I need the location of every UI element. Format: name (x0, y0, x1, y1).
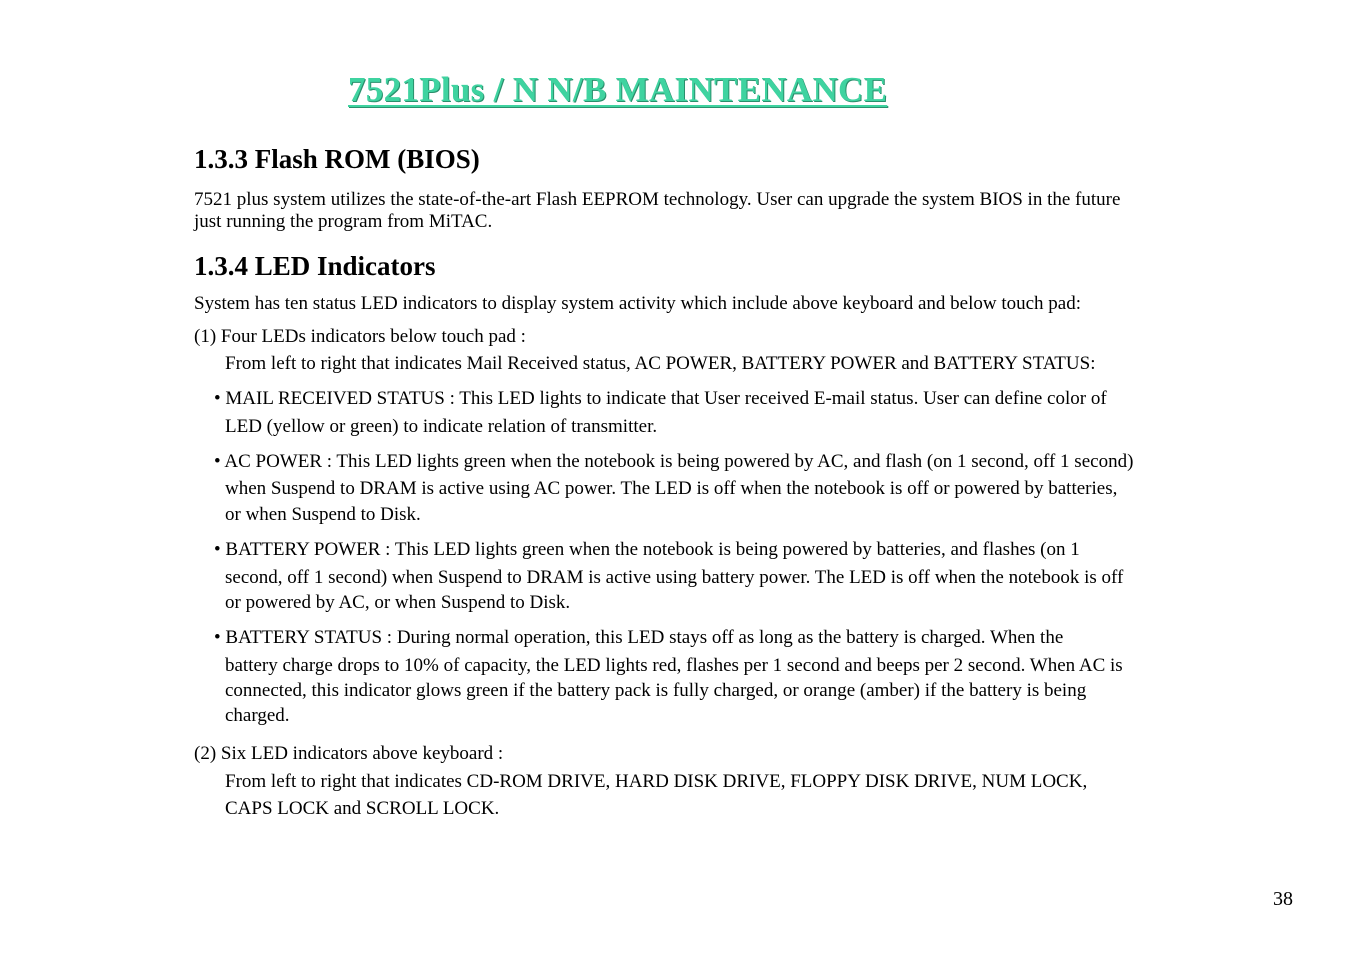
page-number: 38 (1273, 888, 1293, 910)
bullet-line: • BATTERY STATUS : During normal operation, this LED stays off as long as the battery is charged. When the (214, 627, 1064, 648)
bullet-line: battery charge drops to 10% of capacity, the LED lights red, flashes per 1 second and beeps per 2 second. When AC is (225, 655, 1123, 676)
flash-rom-text-line: 7521 plus system utilizes the state-of-the-art Flash EEPROM technology. User can upgrade the system BIOS in the future (194, 189, 1121, 210)
bullet-line: LED (yellow or green) to indicate relation of transmitter. (225, 416, 658, 437)
section-heading-led-indicators: 1.3.4 LED Indicators (194, 251, 436, 281)
bullet-line: or powered by AC, or when Suspend to Disk. (225, 592, 571, 613)
group1-description: From left to right that indicates Mail Received status, AC POWER, BATTERY POWER and BATTERY STATUS: (225, 353, 1096, 374)
bullet-line: • AC POWER : This LED lights green when the notebook is being powered by AC, and flash (on 1 second, off 1 second) (214, 451, 1134, 472)
bullet-line: • MAIL RECEIVED STATUS : This LED lights to indicate that User received E-mail status. User can define color of (214, 388, 1107, 409)
section-heading-flash-rom: 1.3.3 Flash ROM (BIOS) (194, 144, 480, 174)
bullet-line: • BATTERY POWER : This LED lights green when the notebook is being powered by batteries, and flashes (on 1 (214, 539, 1080, 560)
group2-title: (2) Six LED indicators above keyboard : (194, 743, 504, 764)
led-intro-text: System has ten status LED indicators to display system activity which include above keyboard and below touch pad: (194, 293, 1082, 314)
group2-description-line: CAPS LOCK and SCROLL LOCK. (225, 798, 500, 819)
bullet-line: second, off 1 second) when Suspend to DRAM is active using battery power. The LED is off when the notebook is off (225, 567, 1124, 588)
group2-description-line: From left to right that indicates CD-ROM DRIVE, HARD DISK DRIVE, FLOPPY DISK DRIVE, NUM LOCK, (225, 771, 1088, 792)
bullet-line: or when Suspend to Disk. (225, 504, 421, 525)
flash-rom-text-line: just running the program from MiTAC. (194, 211, 493, 232)
bullet-line: connected, this indicator glows green if the battery pack is fully charged, or orange (amber) if the battery is being (225, 680, 1087, 701)
bullet-line: when Suspend to DRAM is active using AC power. The LED is off when the notebook is off or powered by batteries, (225, 478, 1118, 499)
bullet-line: charged. (225, 705, 290, 726)
group1-title: (1) Four LEDs indicators below touch pad : (194, 326, 526, 347)
page-title: 7521Plus / N N/B MAINTENANCE (348, 70, 888, 109)
